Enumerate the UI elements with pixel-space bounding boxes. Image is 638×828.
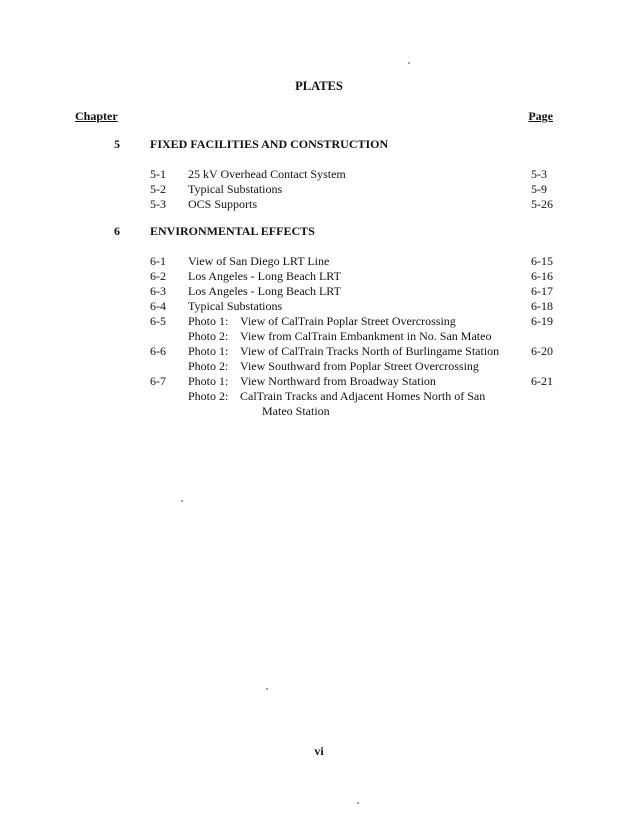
scan-speck	[266, 688, 268, 690]
plate-entry	[0, 254, 638, 269]
plate-page-number: 5-9	[531, 182, 547, 196]
plate-description: Mateo Station	[262, 404, 330, 418]
chapter-title: FIXED FACILITIES AND CONSTRUCTION	[150, 137, 389, 151]
chapter-number: 6	[114, 224, 120, 238]
plate-page-number: 5-26	[531, 197, 553, 211]
scan-speck	[408, 62, 410, 64]
plate-page-number: 6-19	[531, 314, 553, 328]
plate-number: 6-5	[150, 314, 166, 328]
plate-entry	[0, 344, 638, 359]
plate-entry	[0, 314, 638, 329]
plate-entry	[0, 269, 638, 284]
chapter-number: 5	[114, 137, 120, 151]
photo-label: Photo 1:	[188, 314, 229, 328]
scan-speck	[357, 802, 359, 804]
photo-label: Photo 1:	[188, 374, 229, 388]
plate-entry	[0, 182, 638, 197]
plate-number: 5-1	[150, 167, 166, 181]
plate-entry	[0, 374, 638, 389]
plate-description: View from CalTrain Embankment in No. San Mateo	[240, 329, 492, 343]
page-number: vi	[314, 744, 324, 758]
plate-entry	[0, 167, 638, 182]
plate-description: OCS Supports	[188, 197, 258, 211]
plate-entry	[0, 389, 638, 404]
photo-label: Photo 2:	[188, 359, 229, 373]
plate-number: 6-1	[150, 254, 166, 268]
chapter-heading	[0, 137, 638, 153]
plate-entry	[0, 359, 638, 374]
plate-page-number: 5-3	[531, 167, 547, 181]
plate-number: 6-7	[150, 374, 166, 388]
plate-description: View Northward from Broadway Station	[240, 374, 436, 388]
plate-page-number: 6-16	[531, 269, 553, 283]
plate-number: 6-6	[150, 344, 166, 358]
plate-page-number: 6-20	[531, 344, 553, 358]
plate-entry	[0, 329, 638, 344]
plate-description: Los Angeles - Long Beach LRT	[188, 269, 341, 283]
scan-speck	[181, 500, 183, 502]
plate-description: Los Angeles - Long Beach LRT	[188, 284, 341, 298]
photo-label: Photo 2:	[188, 389, 229, 403]
plate-entry	[0, 197, 638, 212]
photo-label: Photo 2:	[188, 329, 229, 343]
chapter-column-header: Chapter	[75, 109, 118, 123]
plate-page-number: 6-21	[531, 374, 553, 388]
plate-page-number: 6-15	[531, 254, 553, 268]
plate-entry	[0, 299, 638, 314]
plate-description: View of San Diego LRT Line	[188, 254, 330, 268]
chapter-title: ENVIRONMENTAL EFFECTS	[150, 224, 315, 238]
plate-number: 6-2	[150, 269, 166, 283]
plate-page-number: 6-17	[531, 284, 553, 298]
plate-entry	[0, 404, 638, 419]
plate-description: View of CalTrain Poplar Street Overcrossing	[240, 314, 456, 328]
plate-entry	[0, 284, 638, 299]
plate-page-number: 6-18	[531, 299, 553, 313]
photo-label: Photo 1:	[188, 344, 229, 358]
page-title: PLATES	[295, 79, 343, 93]
plate-description: CalTrain Tracks and Adjacent Homes North of San	[240, 389, 486, 403]
plate-description: 25 kV Overhead Contact System	[188, 167, 346, 181]
page-column-header: Page	[528, 109, 553, 123]
plate-description: View of CalTrain Tracks North of Burlingame Station	[240, 344, 500, 358]
plate-description: Typical Substations	[188, 299, 283, 313]
chapter-heading	[0, 224, 638, 240]
plate-number: 6-4	[150, 299, 166, 313]
plate-description: View Southward from Poplar Street Overcrossing	[240, 359, 479, 373]
plate-description: Typical Substations	[188, 182, 283, 196]
plate-number: 5-2	[150, 182, 166, 196]
plate-number: 5-3	[150, 197, 166, 211]
plate-number: 6-3	[150, 284, 166, 298]
